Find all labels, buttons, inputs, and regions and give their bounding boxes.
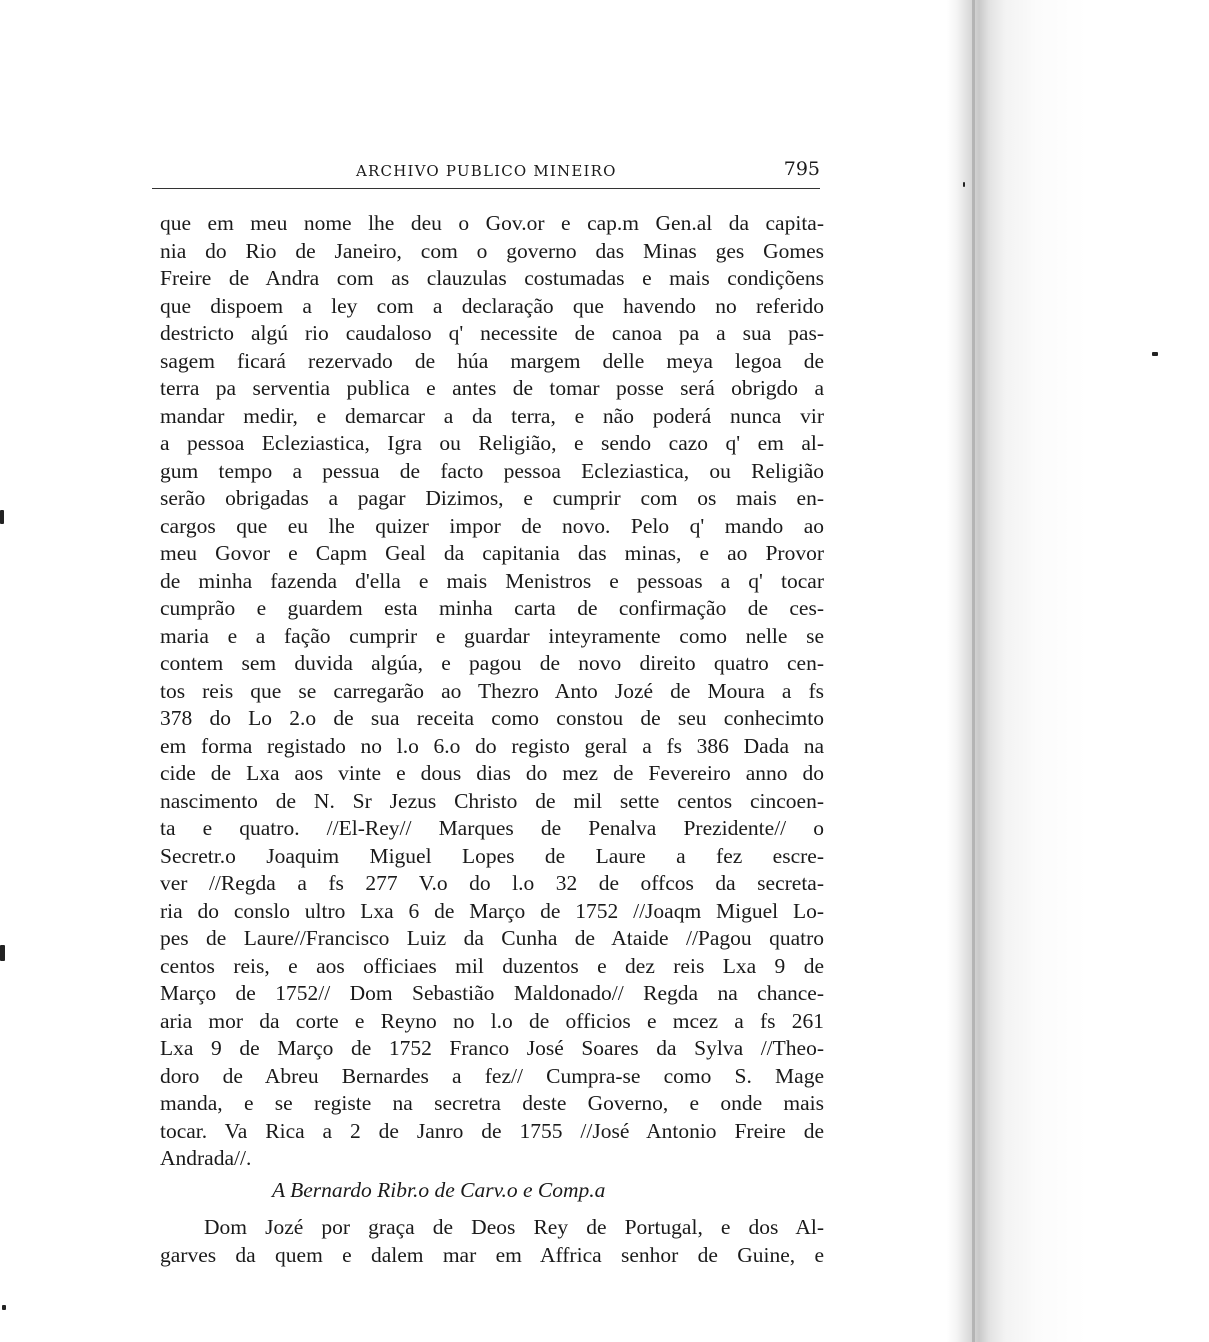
text-line: mandar medir, e demarcar a da terra, e não poderá nunca vir (160, 403, 824, 428)
text-line: a pessoa Ecleziastica, Igra ou Religião, e sendo cazo q' em al- (160, 431, 824, 455)
text-line: que em meu nome lhe deu o Gov.or e cap.m Gen.al da capita- (160, 211, 824, 235)
text-line: cide de Lxa aos vinte e dous dias do mez de Fevereiro anno do (160, 761, 824, 785)
scan-speck (2, 1305, 6, 1310)
scan-speck (0, 510, 4, 524)
text-line: terra pa serventia publica e antes de tomar posse será obrigdo a (160, 376, 824, 400)
text-line: nia do Rio de Janeiro, com o governo das Minas ges Gomes (160, 238, 824, 263)
scan-speck (1152, 352, 1158, 356)
document-body (160, 210, 824, 1173)
text-line: ta e quatro. //El-Rey// Marques de Penalva Prezidente// o (160, 816, 824, 840)
text-line: destricto algú rio caudaloso q' necessite de canoa pa a sua pas- (160, 321, 824, 345)
page-number: 795 (783, 158, 820, 180)
second-paragraph (160, 1214, 824, 1269)
text-line: ver //Regda a fs 277 V.o do l.o 32 de offcos da secreta- (160, 871, 824, 895)
text-line: Freire de Andra com as clauzulas costumadas e mais condiçõens (160, 266, 824, 290)
page-gutter-shadow (947, 0, 1209, 1342)
text-line: nascimento de N. Sr Jezus Christo de mil sette centos cincoen- (160, 788, 824, 813)
text-line: maria e a fação cumprir e guardar inteyramente como nelle se (160, 623, 824, 648)
text-line: garves da quem e dalem mar em Affrica senhor de Guine, e (160, 1242, 824, 1267)
text-line: que dispoem a ley com a declaração que havendo no referido (160, 293, 824, 318)
text-line: ria do conslo ultro Lxa 6 de Março de 1752 //Joaqm Miguel Lo- (160, 898, 824, 923)
text-line: pes de Laure//Francisco Luiz da Cunha de Ataide //Pagou quatro (160, 926, 824, 950)
text-line: de minha fazenda d'ella e mais Menistros e pessoas a q' tocar (160, 568, 824, 593)
running-title: ARCHIVO PUBLICO MINEIRO (356, 162, 617, 180)
text-line: 378 do Lo 2.o de sua receita como constou de seu conhecimto (160, 706, 824, 730)
text-line: cumprão e guardem esta minha carta de confirmação de ces- (160, 596, 824, 620)
gutter-fold-line (972, 0, 975, 1342)
header-rule (152, 188, 820, 189)
text-line: Março de 1752// Dom Sebastião Maldonado// Regda na chance- (160, 981, 824, 1005)
text-line: Secretr.o Joaquim Miguel Lopes de Laure a fez escre- (160, 843, 824, 868)
text-line: Andrada//. (160, 1146, 252, 1170)
scan-speck (963, 182, 965, 187)
text-line: manda, e se registe na secretra deste Governo, e onde mais (160, 1091, 824, 1115)
text-line: doro de Abreu Bernardes a fez// Cumpra-se como S. Mage (160, 1063, 824, 1088)
text-line: tos reis que se carregarão ao Thezro Anto Jozé de Moura a fs (160, 678, 824, 703)
text-line: centos reis, e aos officiaes mil duzentos e dez reis Lxa 9 de (160, 953, 824, 978)
section-heading: A Bernardo Ribr.o de Carv.o e Comp.a (272, 1178, 606, 1202)
text-line: em forma registado no l.o 6.o do registo geral a fs 386 Dada na (160, 733, 824, 758)
text-line: gum tempo a pessua de facto pessoa Ecleziastica, ou Religião (160, 458, 824, 483)
text-line: meu Govor e Capm Geal da capitania das minas, e ao Provor (160, 541, 824, 565)
text-line: tocar. Va Rica a 2 de Janro de 1755 //José Antonio Freire de (160, 1118, 824, 1143)
text-line: sagem ficará rezervado de húa margem delle meya legoa de (160, 348, 824, 373)
text-line: aria mor da corte e Reyno no l.o de officios e mcez a fs 261 (160, 1008, 824, 1033)
text-line: Dom Jozé por graça de Deos Rey de Portugal, e dos Al- (204, 1215, 824, 1239)
text-line: Lxa 9 de Março de 1752 Franco José Soares da Sylva //Theo- (160, 1036, 824, 1060)
text-line: serão obrigadas a pagar Dizimos, e cumprir com os mais en- (160, 486, 824, 510)
page-header (152, 158, 820, 188)
text-line: cargos que eu lhe quizer impor de novo. Pelo q' mando ao (160, 513, 824, 538)
text-line: contem sem duvida algúa, e pagou de novo direito quatro cen- (160, 651, 824, 675)
scan-speck (0, 945, 5, 961)
